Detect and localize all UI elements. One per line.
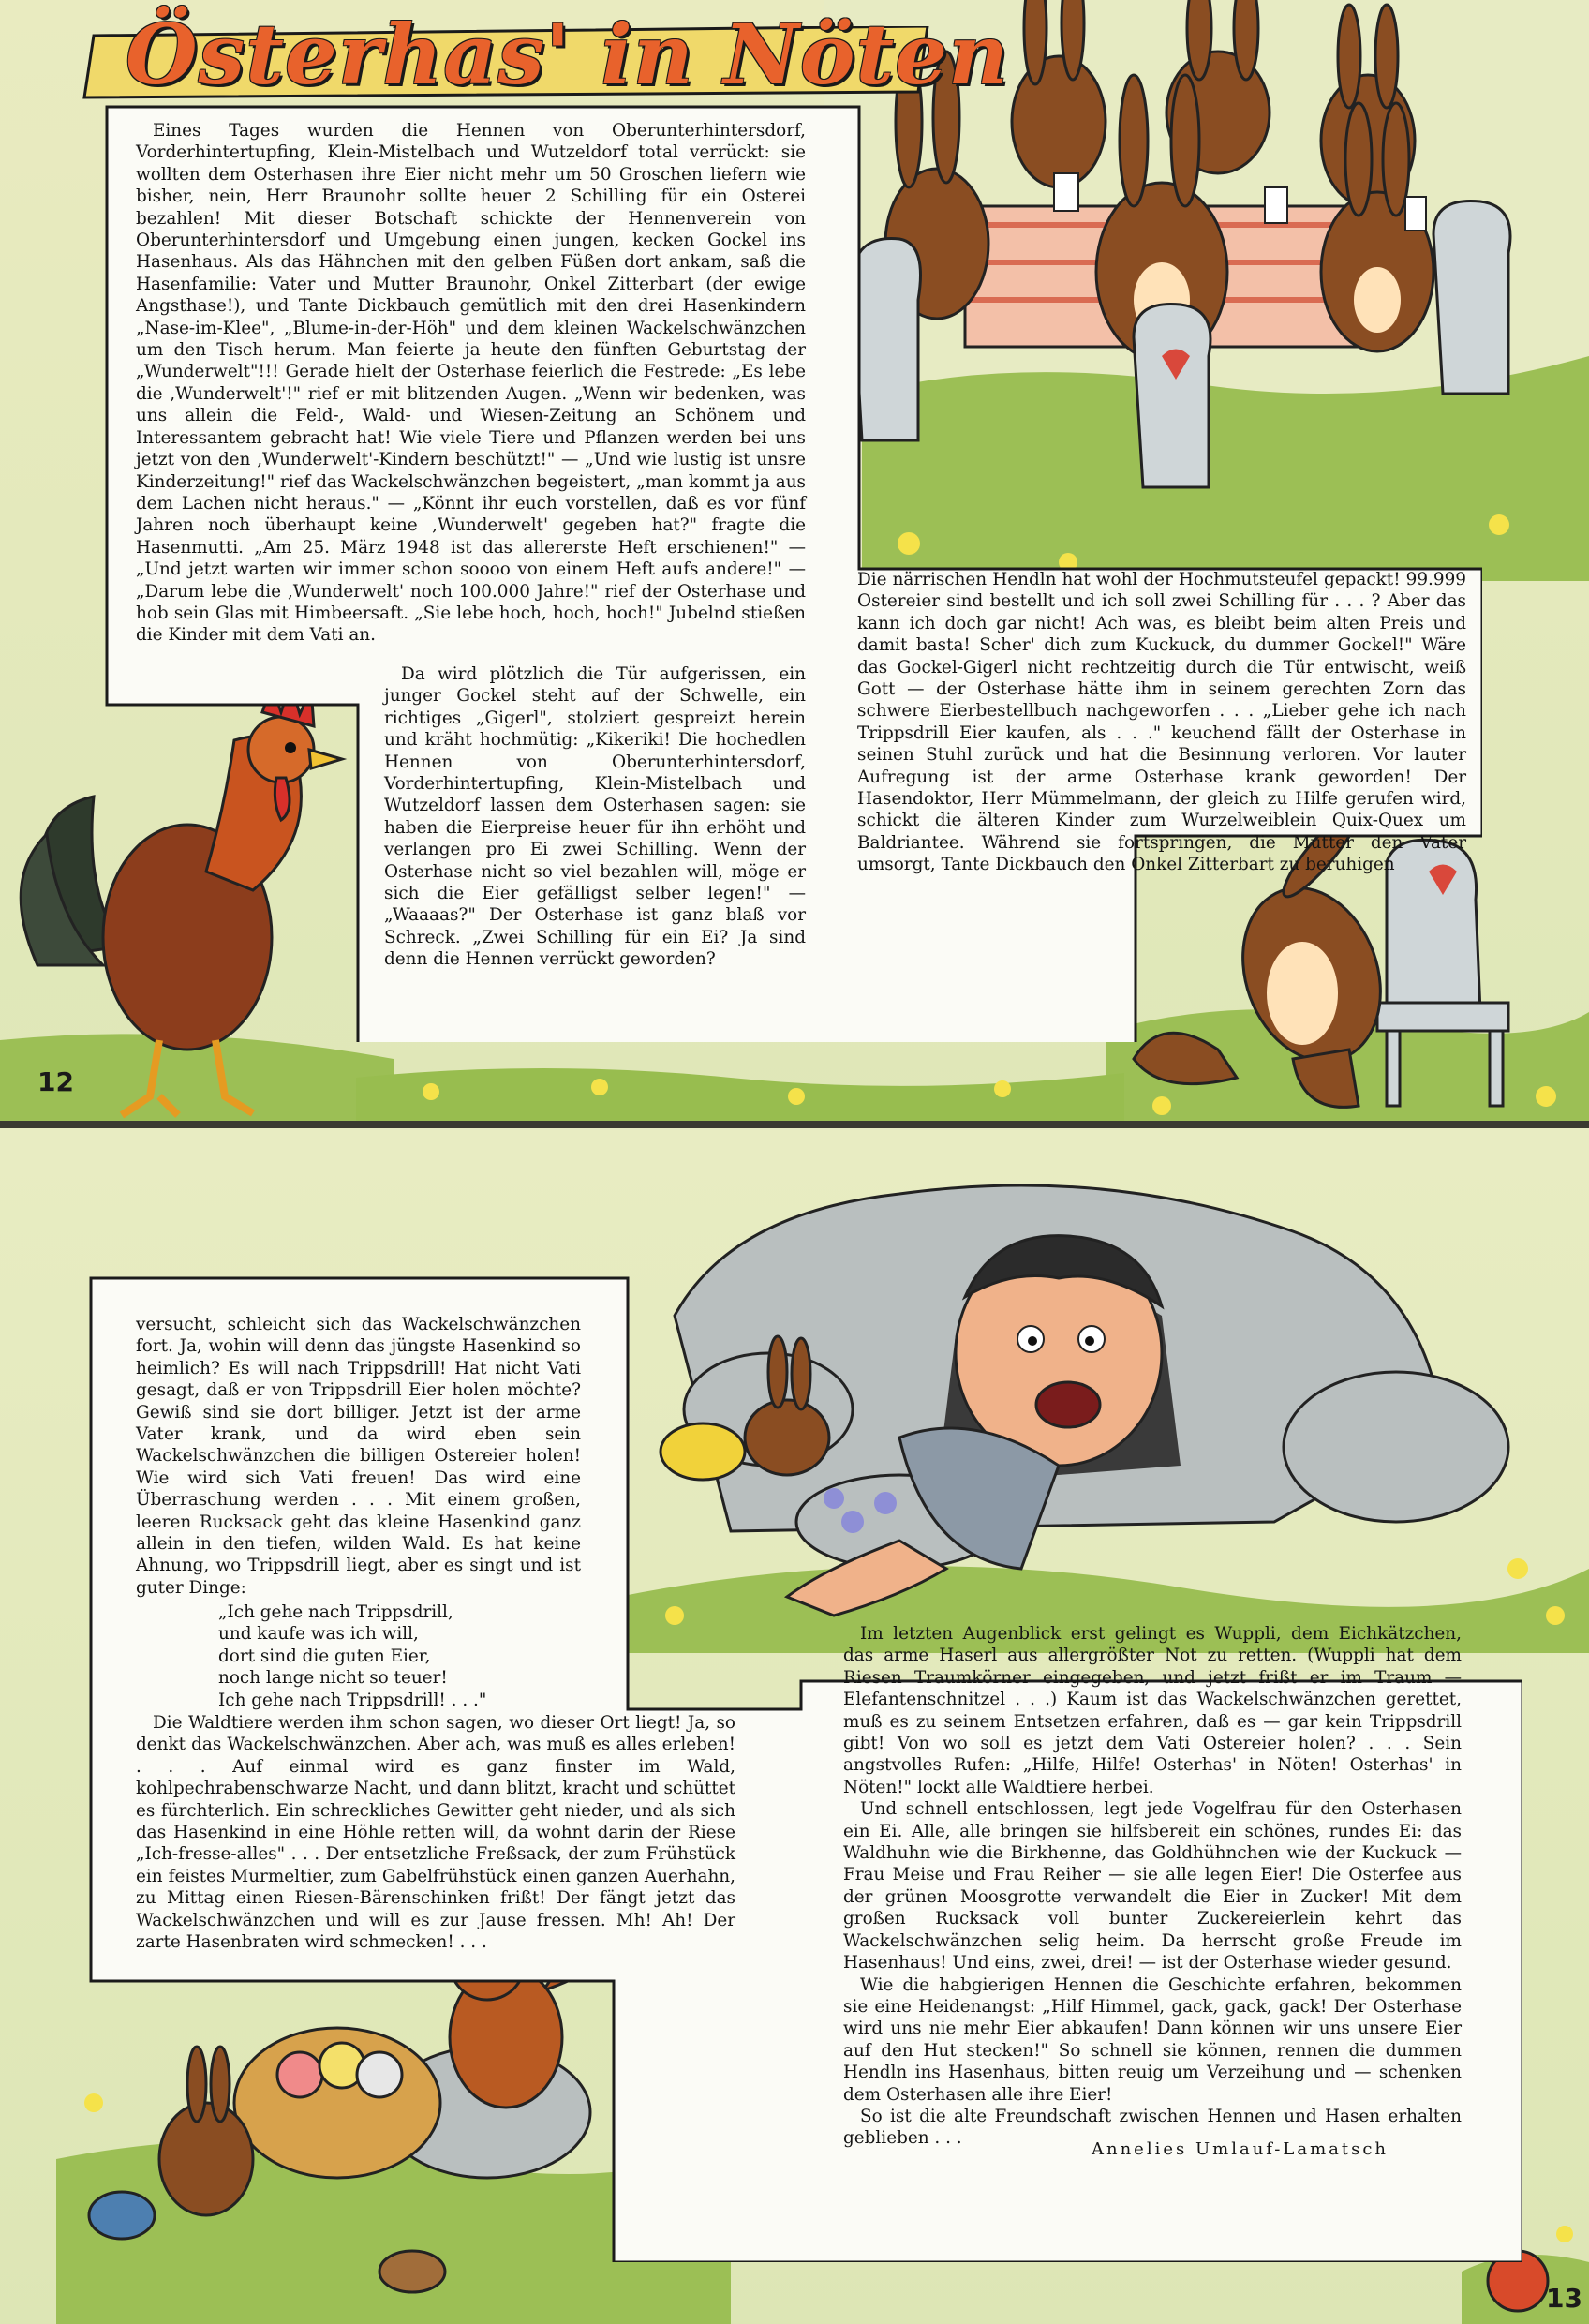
poem-line: „Ich gehe nach Trippsdrill, [218,1602,453,1622]
page-title: Österhas' in Nöten [126,6,1010,103]
story-paragraph: Die närrischen Hendln hat wohl der Hochmutsteufel gepackt! 99.999 Ostereier sind bestellt und ich soll zwei Schilling für . . . ? Aber das kann ich doch gar nicht! Ach was, es bleibt beim alten Preis und damit basta! Scher' dich zum Kuckuck, du dummer Gockel!" Wäre das Gockel-Gigerl nicht rechtzeitig durch die Tür entwischt, weiß Gott — der Osterhase hätte ihm in seinem gerechten Zorn das schwere Eierbestellbuch nachgeworfen . . . „Lieber gehe ich nach Trippsdrill Eier kaufen, als . . ." keuchend fällt der Osterhase in seinen Stuhl zurück und hat die Besinnung verloren. Vor lauter Aufregung ist der arme Osterhase krank geworden! Der Hasendoktor, Herr Mümmelmann, der gleich zu Hilfe gerufen wird, schickt die älteren Kinder zum Wurzelweiblein Quix-Quex um Baldriantee. Während sie fortspringen, die Mutter den Vater umsorgt, Tante Dickbauch den Onkel Zitterbart zu beruhigen [857,570,1466,875]
title-banner [75,6,1010,112]
author-signature: Annelies Umlauf-Lamatsch [1092,2139,1389,2159]
page-number-right: 13 [1546,2283,1582,2314]
poem-line: und kaufe was ich will, [218,1624,419,1645]
story-column-1 [136,120,806,647]
story-paragraph: Und schnell entschlossen, legt jede Vogelfrau für den Osterhasen ein Ei. Alle, alle bringen sie hilfsbereit ein schönes, rundes Ei: das Waldhuhn wie die Birkhenne, das Goldhühnchen wie der Kuckuck — Frau Meise und Frau Reiher — sie alle legen Eier! Die Osterfee aus der grünen Moosgrotte verwandelt die Eier in Zucker! Mit dem großen Rucksack voll bunter Zuckereierlein kehrt das Wackelschwänzchen selig heim. Da herrscht große Freude im Hasenhaus! Und eins, zwei, drei! — ist der Osterhase wieder gesund. [843,1799,1462,1974]
page-12 [0,0,1589,1121]
story-paragraph: Die Waldtiere werden ihm schon sagen, wo dieser Ort liegt! Ja, so denkt das Wackelschwänzchen. Aber ach, was muß es alles erleben! . . . Auf einmal wird es ganz finster im Wald, kohlpechrabenschwarze Nacht, und dann blitzt, kracht und schüttet es fürchterlich. Ein schreckliches Gewitter geht nieder, und als sich das Hasenkind in eine Höhle retten will, da wohnt darin der Riese „Ich-fresse-alles" . . . Der entsetzliche Freßsack, der zum Frühstück ein feistes Murmeltier, zum Gabelfrühstück einen ganzen Auerhahn, zu Mittag einen Riesen-Bärenschinken frißt! Der fängt jetzt das Wackelschwänzchen und will es zur Jause fressen. Mh! Ah! Der zarte Hasenbraten wird schmecken! . . . [136,1713,735,1953]
story-column-1b [384,663,806,971]
story-paragraph: Im letzten Augenblick erst gelingt es Wuppli, dem Eichkätzchen, das arme Haserl aus allergrößter Not zu retten. (Wuppli hat dem Riesen Traumkörner eingegeben, und jetzt frißt er im Traum — Elefantenschnitzel . . .) Kaum ist das Wackelschwänzchen gerettet, muß es zu seinem Entsetzen erfahren, daß es — gar kein Trippsdrill gibt! Von wo soll es jetzt dem Vati Ostereier holen? . . . Sein angstvolles Rufen: „Hilfe, Hilfe! Osterhas' in Nöten! Osterhas' in Nöten!" lockt alle Waldtiere herbei. [843,1624,1462,1797]
story-poem [98,1601,661,1711]
story-paragraph: Da wird plötzlich die Tür aufgerissen, ein junger Gockel steht auf der Schwelle, ein richtiges „Gigerl", stolziert gespreizt herein und kräht hochmütig: „Kikeriki! Die hochedlen Hennen von Oberunterhintersdorf, Vorderhintertupfing, Klein-Mistelbach und Wutzeldorf lassen dem Osterhasen sagen: sie haben die Eierpreise heuer für ihn erhöht und verlangen pro Ei zwei Schilling. Wenn der Osterhase nicht so viel bezahlen will, möge er sich die Eier gefälligst selber legen!" — „Waaaas?" Der Osterhase ist ganz blaß vor Schreck. „Zwei Schilling für ein Ei? Ja sind denn die Hennen verrückt geworden? [384,664,806,970]
story-column-3 [136,1314,581,1599]
story-column-3b [136,1712,735,1953]
poem-line: noch lange nicht so teuer! [218,1668,448,1689]
poem-line: dort sind die guten Eier, [218,1646,431,1666]
story-paragraph: versucht, schleicht sich das Wackelschwänzchen fort. Ja, wohin will denn das jüngste Hasenkind so heimlich? Es will nach Trippsdrill! Hat nicht Vati gesagt, daß er von Trippsdrill Eier holen möchte? Gewiß sind sie dort billiger. Jetzt ist der arme Vater krank, und da wird eben sein Wackelschwänzchen die billigen Ostereier holen! Wie wird sich Vati freuen! Das wird eine Überraschung werden . . . Mit einem großen, leeren Rucksack geht das kleine Hasenkind ganz allein in den tiefen, wilden Wald. Es hat keine Ahnung, wo Trippsdrill liegt, aber es singt und ist guter Dinge: [136,1315,581,1598]
story-paragraph: So ist die alte Freundschaft zwischen Hennen und Hasen erhalten geblieben . . . [843,2106,1462,2149]
story-column-4 [843,1623,1462,2150]
meadow-border [356,1050,1124,1121]
page-13 [0,1128,1589,2324]
page-divider [0,1121,1589,1128]
poem-line: Ich gehe nach Trippsdrill! . . ." [218,1690,487,1710]
page-number-left: 12 [37,1066,74,1097]
story-paragraph: Wie die habgierigen Hennen die Geschichte erfahren, bekommen sie eine Heidenangst: „Hilf Himmel, gack, gack, gack! Der Osterhase wird uns nie mehr Eier abkaufen! Dann können wir uns unsere Eier auf den Hut stecken!" So schnell sie können, rennen die dummen Hendln ins Hasenhaus, bitten reuig um Verzeihung und — schenken dem Osterhasen alle ihre Eier! [843,1974,1462,2105]
story-paragraph: Eines Tages wurden die Hennen von Oberunterhintersdorf, Vorderhintertupfing, Klein-Mistelbach und Wutzeldorf total verrückt: sie wollten dem Osterhasen ihre Eier nicht mehr um 50 Groschen liefern wie bisher, nein, Herr Braunohr sollte heuer 2 Schilling für ein Osterei bezahlen! Mit dieser Botschaft schickte der Hennenverein von Oberunterhintersdorf und Umgebung einen jungen, kecken Gockel ins Hasenhaus. Als das Hähnchen mit den gelben Füßen dort ankam, saß die Hasenfamilie: Vater und Mutter Braunohr, Onkel Zitterbart (der ewige Angsthase!), und Tante Dickbauch gemütlich mit den drei Hasenkindern „Nase-im-Klee", „Blume-in-der-Höh" und dem kleinen Wackelschwänzchen um den Tisch herum. Man feierte ja heute den fünften Geburtstag der „Wunderwelt"!!! Gerade hielt der Osterhase feierlich die Festrede: „Es lebe die ‚Wunderwelt'!" rief er mit blitzenden Augen. „Wenn wir bedenken, was uns allein die Feld-, Wald- und Wiesen-Zeitung an Schönem und Interessantem gebracht hat! Wie viele Tiere und Pflanzen werden bei uns jetzt von den ‚Wunderwelt'-Kindern beschützt!" — „Und wie lustig ist unsre Kinderzeitung!" rief das Wackelschwänzchen begeistert, „man kommt ja aus dem Lachen nicht heraus." — „Könnt ihr euch vorstellen, daß es vor fünf Jahren noch überhaupt keine ‚Wunderwelt' gegeben hat?" fragte die Hasenmutti. „Am 25. März 1948 ist das allererste Heft erschienen!" — „Und jetzt warten wir immer schon soooo von einem Heft aufs andere!" — „Darum lebe die ‚Wunderwelt' noch 100.000 Jahre!" rief der Osterhase und hob sein Glas mit Himbeersaft. „Sie lebe hoch, hoch, hoch!" Jubelnd stießen die Kinder mit dem Vati an. [136,121,806,646]
story-column-2 [857,569,1466,876]
